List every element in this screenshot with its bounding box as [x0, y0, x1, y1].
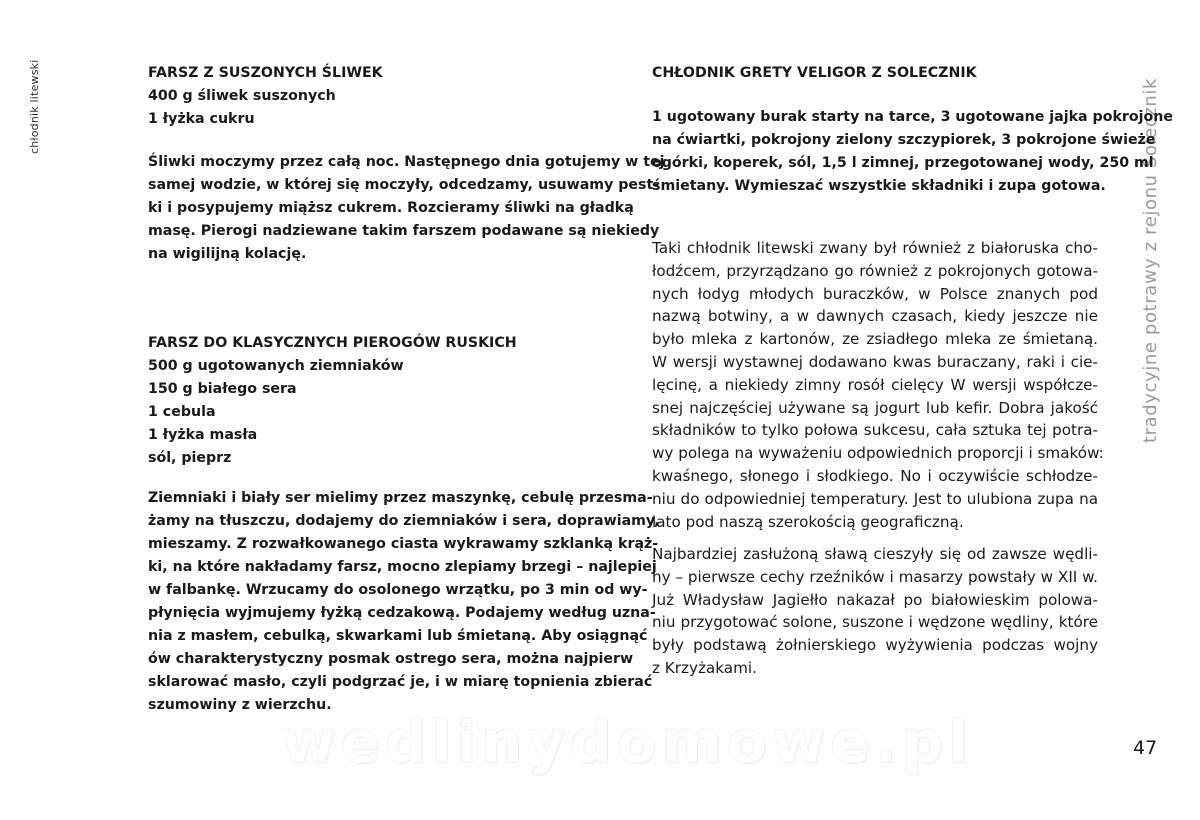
text-line: lęcinę, a niekiedy zimny rosół cielęcy W wersji współcze-	[652, 375, 1098, 394]
text-line: sklarować masło, czyli podgrzać je, i w miarę topnienia zbierać	[148, 674, 653, 690]
text-line: Najbardziej zasłużoną sławą cieszyły się od zawsze wędli-	[652, 545, 1098, 563]
text-line: niu przygotować solone, suszone i wędzone wędliny, które	[652, 613, 1098, 632]
ingredient: sól, pieprz	[148, 450, 232, 466]
ingredient: 1 cebula	[148, 404, 216, 420]
recipe-method	[148, 487, 660, 717]
text-line: niu do odpowiedniej temperatury. Jest to ulubiona zupa na	[652, 489, 1098, 508]
paragraph-cured-meats	[652, 543, 1098, 680]
text-line: składników to tylko połowa sukcesu, cała sztuka tej potra-	[652, 421, 1098, 440]
ingredient: 150 g białego sera	[148, 381, 297, 397]
text-line: wy polega na wyważeniu odpowiednich proporcji i smaków:	[652, 444, 1104, 463]
paragraph-chlodnik-history	[652, 237, 1104, 533]
text-line: W wersji wystawnej dodawano kwas buraczany, raki i cie-	[652, 352, 1098, 371]
text-line: łodźcem, przyrządzano go również z pokrojonych gotowa-	[652, 261, 1098, 280]
ingredient: 1 łyżka cukru	[148, 111, 255, 127]
recipe-title: FARSZ DO KLASYCZNYCH PIEROGÓW RUSKICH	[148, 335, 517, 351]
text-line: żamy na tłuszczu, dodajemy do ziemniaków i sera, doprawiamy,	[148, 513, 660, 529]
recipe-ruskie-filling	[148, 332, 595, 470]
watermark: wedlinydomowe.pl	[282, 708, 974, 776]
text-line: na ćwiartki, pokrojony zielony szczypiorek, 3 pokrojone świeże	[652, 132, 1156, 148]
recipe-text	[652, 106, 1173, 198]
text-line: nia z masłem, cebulką, skwarkami lub śmietaną. Aby osiągnąć	[148, 628, 648, 644]
text-line: było mleka z kartonów, ze zsiadłego mleka ze śmietaną.	[652, 330, 1098, 349]
recipe-plum-filling	[148, 62, 595, 131]
text-line: samej wodzie, w której się moczyły, odcedzamy, usuwamy pest-	[148, 177, 660, 193]
text-line: płynięcia wyjmujemy łyżką cedzakową. Podajemy według uzna-	[148, 605, 656, 621]
text-line: nazwą botwiny, a w dawnych czasach, kiedy jeszcze nie	[652, 307, 1098, 326]
text-line: Śliwki moczymy przez całą noc. Następnego dnia gotujemy w tej	[148, 154, 665, 170]
text-line: 1 ugotowany burak starty na tarce, 3 ugotowane jajka pokrojone	[652, 109, 1173, 125]
text-line: na wigilijną kolację.	[148, 246, 307, 262]
ingredient: 400 g śliwek suszonych	[148, 88, 336, 104]
page-number: 47	[1133, 737, 1158, 759]
recipe-chlodnik	[652, 62, 1098, 85]
ingredient: 1 łyżka masła	[148, 427, 258, 443]
text-line: ogórki, koperek, sól, 1,5 l zimnej, przegotowanej wody, 250 ml	[652, 155, 1154, 171]
text-line: lato pod naszą szerokością geograficzną.	[652, 512, 964, 531]
recipe-title: CHŁODNIK GRETY VELIGOR Z SOLECZNIK	[652, 65, 977, 81]
text-line: ów charakterystyczny posmak ostrego sera, można najpierw	[148, 651, 634, 667]
text-line: Ziemniaki i biały ser mielimy przez maszynkę, cebulę przesma-	[148, 490, 653, 506]
text-line: Taki chłodnik litewski zwany był również z białoruska cho-	[652, 239, 1098, 257]
recipe-method	[148, 151, 665, 266]
text-line: śmietany. Wymieszać wszystkie składniki i zupa gotowa.	[652, 178, 1106, 194]
text-line: w falbankę. Wrzucamy do osolonego wrzątku, po 3 min od wy-	[148, 582, 648, 598]
text-line: ki, na które nakładamy farsz, mocno zlepiamy brzegi – najlepiej	[148, 559, 657, 575]
running-head-left: chłodnik litewski	[28, 59, 41, 154]
ingredient: 500 g ugotowanych ziemniaków	[148, 358, 404, 374]
recipe-title: FARSZ Z SUSZONYCH ŚLIWEK	[148, 65, 383, 81]
running-head-right: tradycyjne potrawy z rejonu Solecznik	[1140, 77, 1161, 443]
text-line: masę. Pierogi nadziewane takim farszem podawane są niekiedy	[148, 223, 660, 239]
text-line: były podstawą żołnierskiego wyżywienia podczas wojny	[652, 636, 1098, 655]
text-line: szumowiny z wierzchu.	[148, 697, 332, 713]
text-line: snej najczęściej używane są jogurt lub kefir. Dobra jakość	[652, 398, 1098, 417]
text-line: ki i posypujemy miąższ cukrem. Rozcieramy śliwki na gładką	[148, 200, 634, 216]
text-line: Już Władysław Jagiełło nakazał po białowieskim polowa-	[652, 590, 1098, 609]
text-line: z Krzyżakami.	[652, 658, 757, 677]
text-line: nych łodyg młodych buraczków, w Polsce znanych pod	[652, 284, 1098, 303]
text-line: ny – pierwsze cechy rzeźników i masarzy powstały w XII w.	[652, 567, 1098, 586]
text-line: kwaśnego, słonego i słodkiego. No i oczywiście schłodze-	[652, 466, 1098, 485]
text-line: mieszamy. Z rozwałkowanego ciasta wykrawamy szklanką krąż-	[148, 536, 659, 552]
